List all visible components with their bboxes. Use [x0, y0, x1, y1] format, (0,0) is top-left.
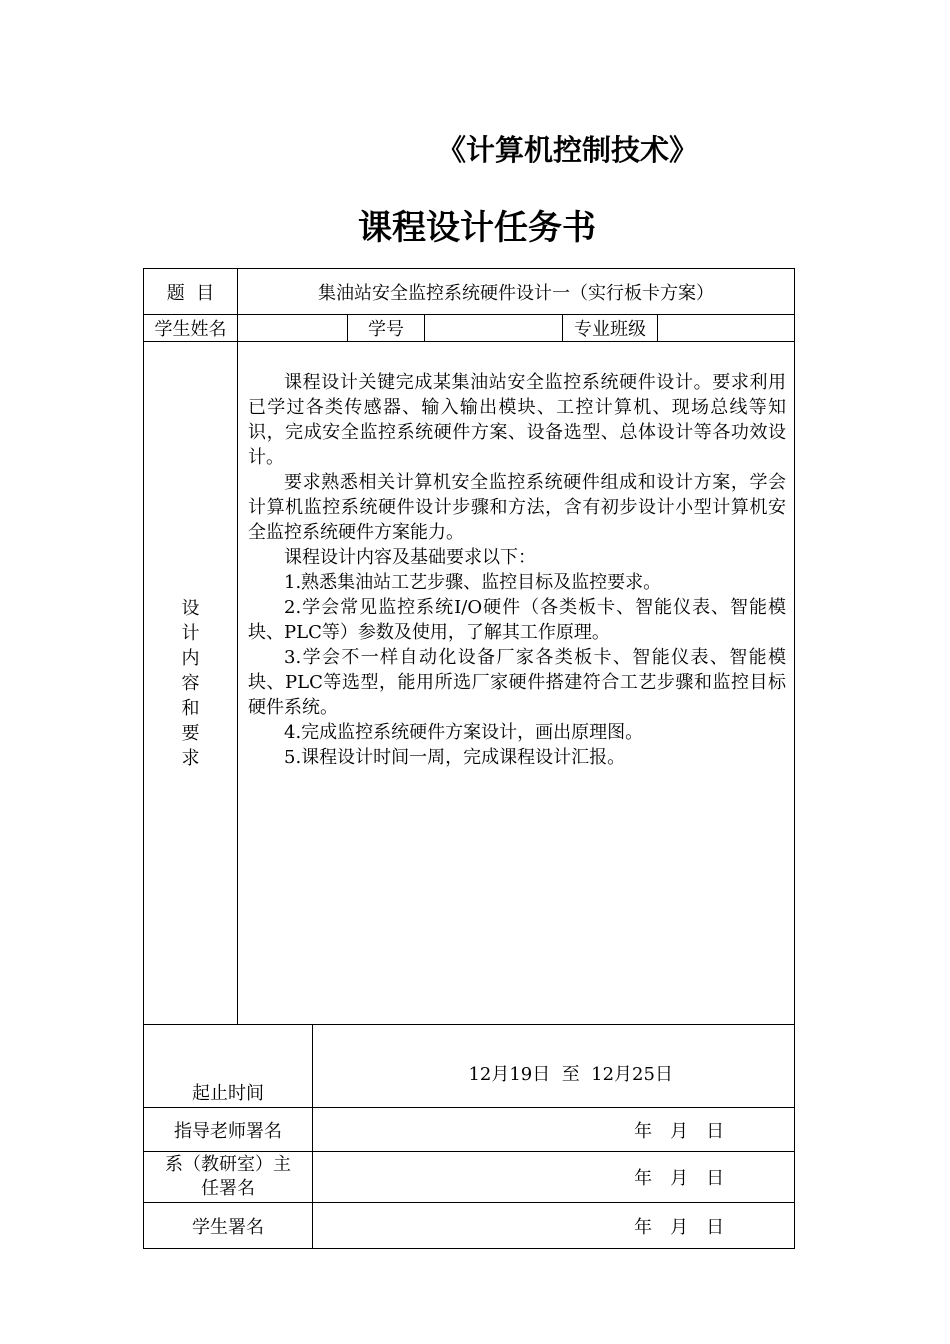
requirements-label [144, 342, 238, 1025]
student-id-field[interactable] [425, 315, 563, 342]
period-row [144, 1025, 795, 1108]
requirements-label-char: 要 [181, 722, 200, 744]
advisor-sign-date[interactable]: 年 月 日 [313, 1108, 795, 1152]
student-sign-date[interactable]: 年 月 日 [313, 1203, 795, 1249]
requirement-paragraph: 5.课程设计时间一周，完成课程设计汇报。 [284, 747, 626, 768]
requirement-paragraph: 3.学会不一样自动化设备厂家各类板卡、智能仪表、智能模块、PLC等选型，能用所选厂家硬件搭建符合工艺步骤和监控目标硬件系统。 [248, 647, 787, 718]
student-info-row [144, 315, 795, 342]
dept-head-sign-label: 系（教研室）主任署名 [144, 1152, 313, 1203]
topic-label: 题 目 [144, 269, 238, 315]
requirements-label-char: 计 [181, 622, 200, 644]
major-class-field[interactable] [658, 315, 795, 342]
requirements-label-char: 求 [181, 747, 200, 769]
requirement-paragraph: 1.熟悉集油站工艺步骤、监控目标及监控要求。 [284, 572, 662, 593]
student-sign-label: 学生署名 [144, 1203, 313, 1249]
requirement-paragraph: 2.学会常见监控系统I/O硬件（各类板卡、智能仪表、智能模块、PLC等）参数及使用，了解其工作原理。 [248, 597, 787, 643]
requirements-label-char: 和 [181, 697, 200, 719]
topic-value: 集油站安全监控系统硬件设计一（实行板卡方案） [238, 269, 795, 315]
period-value: 12月19日 至 12月25日 [313, 1025, 795, 1108]
topic-row [144, 269, 795, 315]
requirement-paragraph: 课程设计内容及基础要求以下： [284, 547, 536, 568]
requirements-label-char: 内 [181, 647, 200, 669]
requirement-paragraph: 课程设计关键完成某集油站安全监控系统硬件设计。要求利用已学过各类传感器、输入输出模块、工控计算机、现场总线等知识，完成安全监控系统硬件方案、设备选型、总体设计等各功效设计。 [248, 372, 787, 468]
student-id-label: 学号 [348, 315, 425, 342]
major-class-label: 专业班级 [563, 315, 658, 342]
requirement-paragraph: 要求熟悉相关计算机安全监控系统硬件组成和设计方案，学会计算机监控系统硬件设计步骤和方法，含有初步设计小型计算机安全监控系统硬件方案能力。 [248, 472, 787, 543]
student-name-label: 学生姓名 [144, 315, 238, 342]
task-form-table [143, 268, 795, 1249]
dept-head-sign-row [144, 1152, 795, 1203]
requirements-content [238, 342, 795, 1025]
requirements-label-char: 容 [181, 672, 200, 694]
advisor-sign-row [144, 1108, 795, 1152]
student-sign-row [144, 1203, 795, 1249]
requirements-row [144, 342, 795, 1025]
document-subtitle: 课程设计任务书 [358, 208, 596, 248]
requirement-paragraph: 4.完成监控系统硬件方案设计，画出原理图。 [284, 722, 644, 743]
period-label: 起止时间 [144, 1025, 313, 1108]
advisor-sign-label: 指导老师署名 [144, 1108, 313, 1152]
student-name-field[interactable] [238, 315, 348, 342]
requirements-label-char: 设 [181, 597, 200, 619]
dept-head-sign-date[interactable]: 年 月 日 [313, 1152, 795, 1203]
